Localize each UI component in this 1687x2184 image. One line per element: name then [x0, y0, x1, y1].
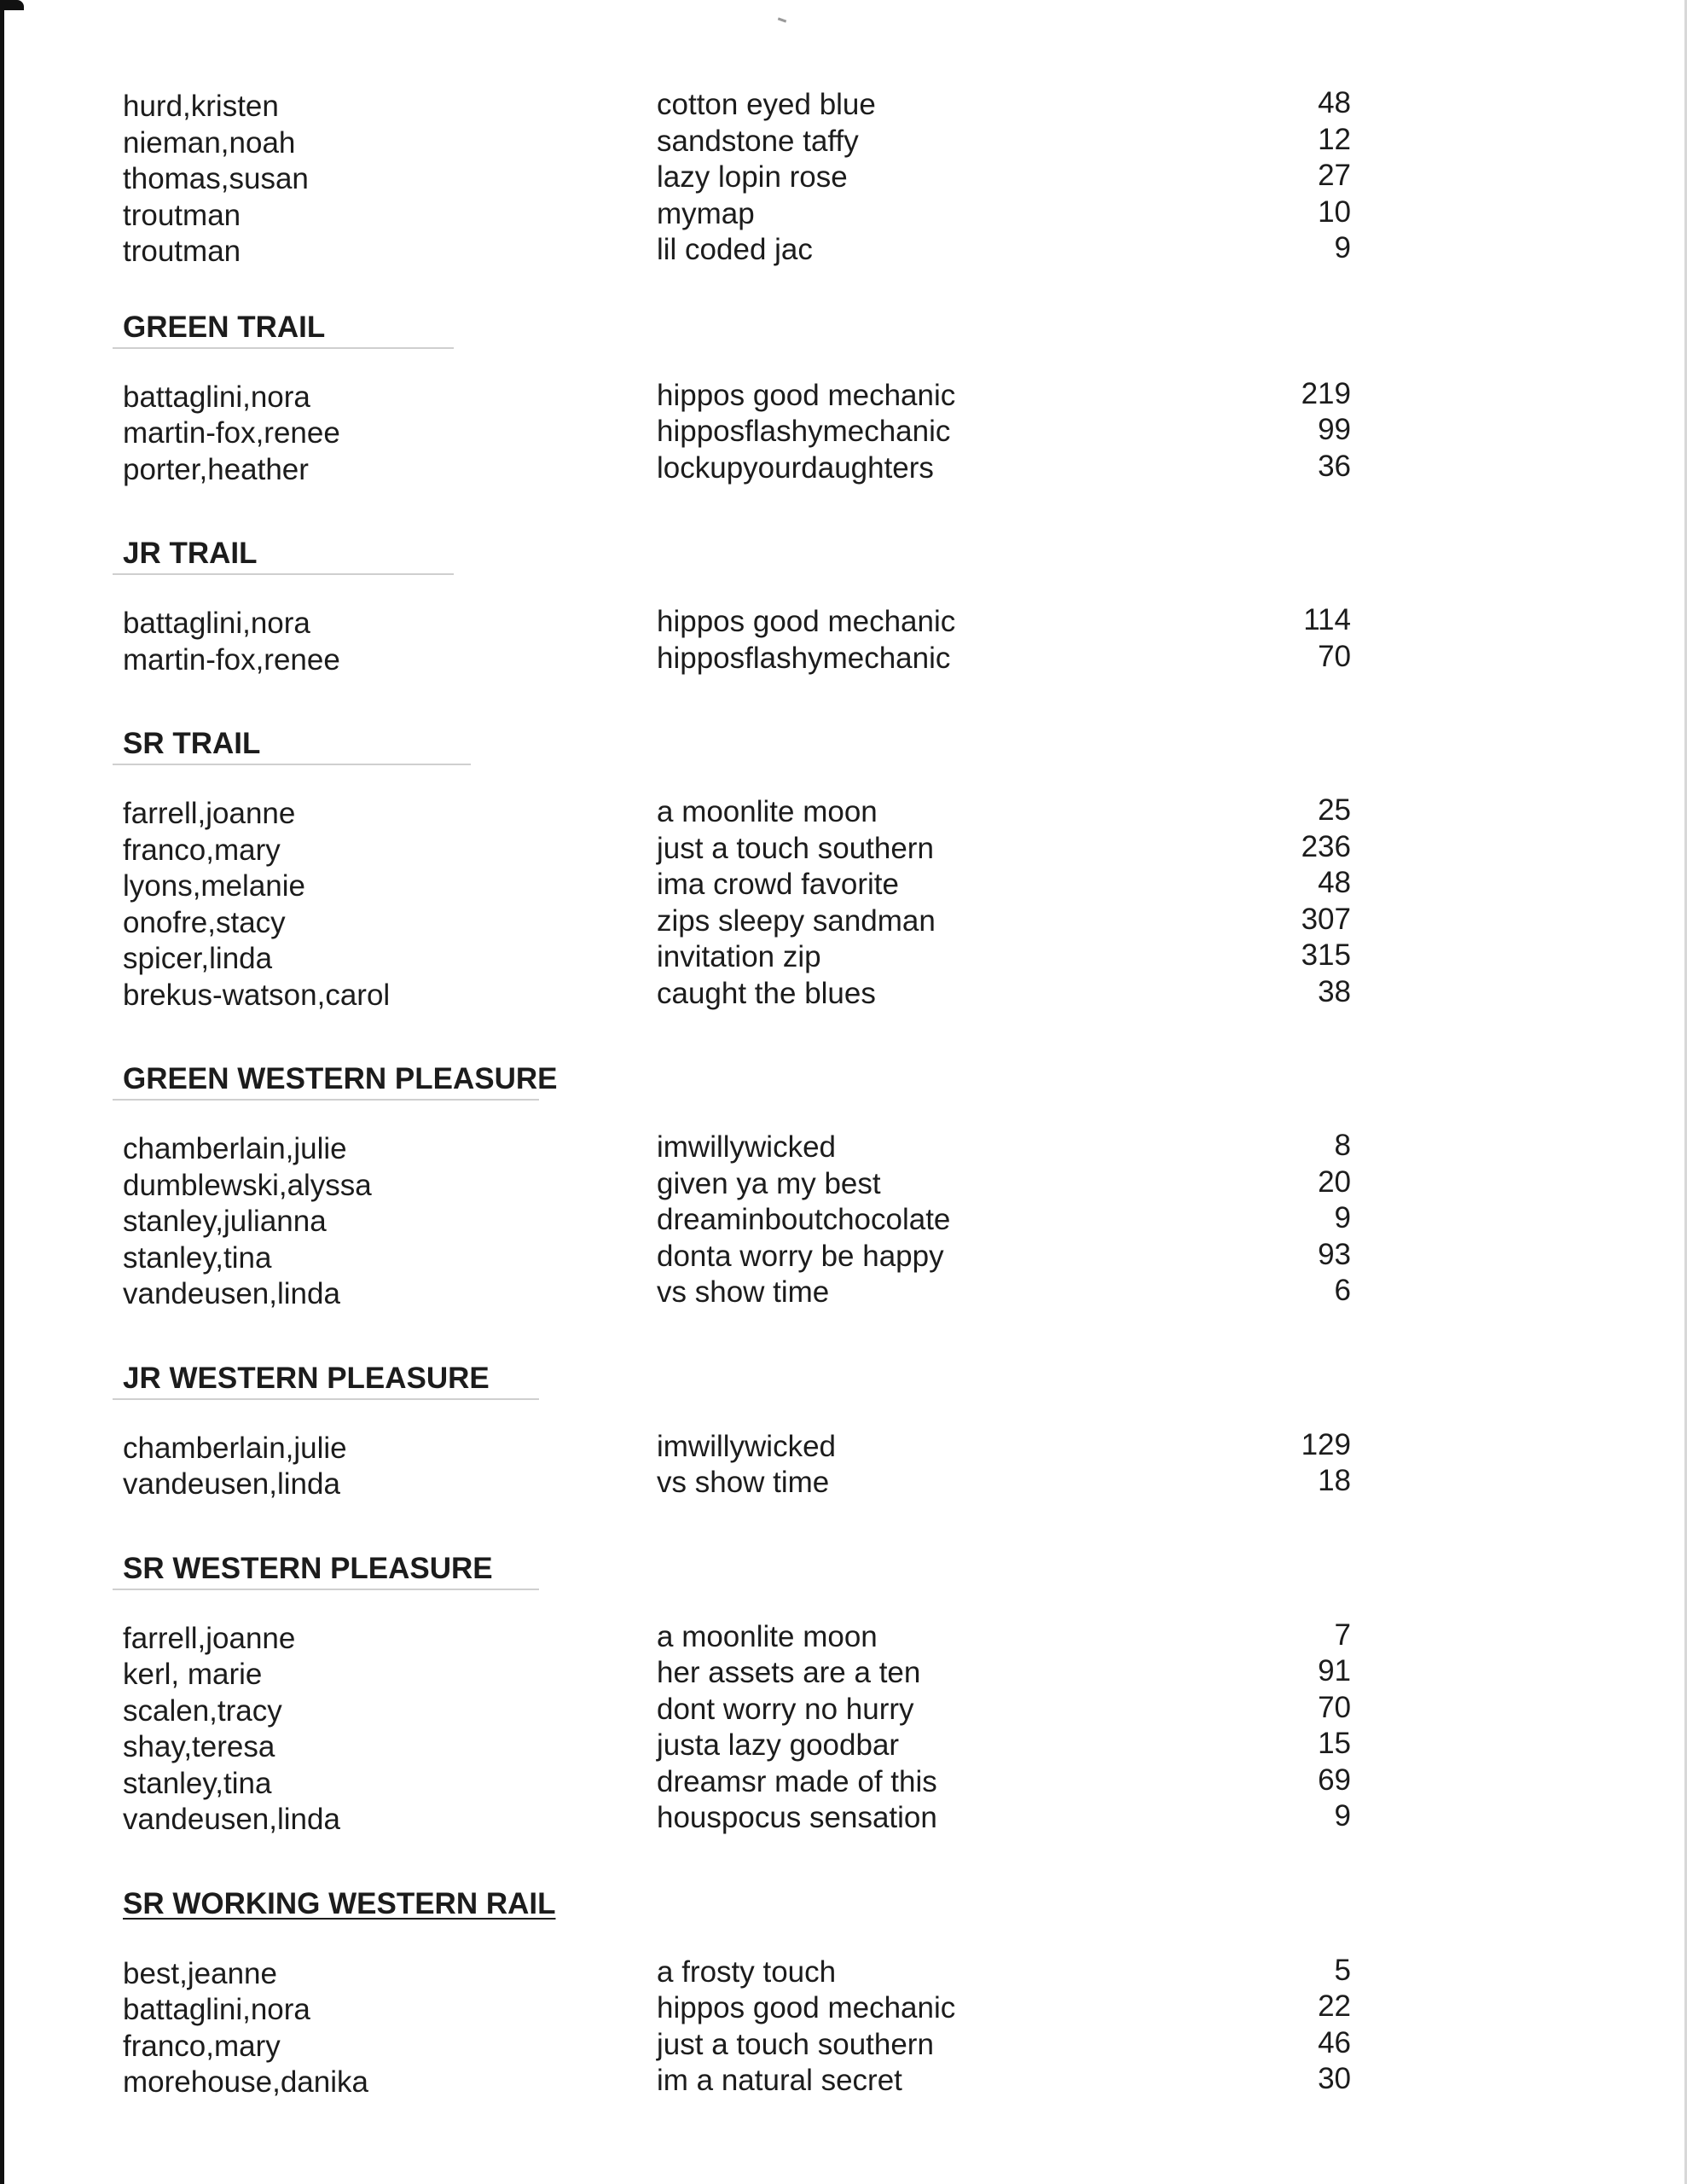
horse-name: lockupyourdaughters [657, 450, 934, 485]
entry-number: 315 [1301, 938, 1351, 972]
results-section [123, 1551, 1351, 1838]
horse-name: invitation zip [657, 940, 821, 973]
scan-edge-left [0, 0, 4, 2184]
rider-name: porter,heather [123, 452, 309, 486]
entry-number: 25 [1318, 793, 1351, 827]
entry-row [123, 1729, 1351, 1766]
entry-row [123, 1276, 1351, 1313]
section-title [123, 310, 1351, 346]
entry-row [123, 122, 1351, 162]
section-title-text: SR WESTERN PLEASURE [123, 1551, 493, 1585]
horse-name: hippos good mechanic [657, 1991, 956, 2024]
rider-name: battaglini,nora [123, 1993, 310, 2026]
entry-number: 93 [1318, 1237, 1351, 1271]
horse-name: just a touch southern [657, 2027, 934, 2061]
entry-number: 10 [1318, 195, 1351, 229]
horse-name: just a touch southern [657, 831, 934, 865]
section-rule [113, 1099, 539, 1101]
entry-number: 8 [1334, 1129, 1351, 1162]
rider-name: shay,teresa [123, 1730, 275, 1763]
section-title [123, 1361, 1351, 1397]
horse-name: a moonlite moon [657, 795, 878, 828]
section-title [123, 1886, 1351, 1922]
entry-number: 6 [1334, 1274, 1351, 1307]
section-title-text: SR WORKING WESTERN RAIL [123, 1886, 556, 1920]
entry-row [123, 938, 1351, 978]
entry-number: 91 [1318, 1654, 1351, 1687]
section-title [123, 726, 1351, 762]
entry-row [123, 868, 1351, 905]
entry-number: 236 [1301, 829, 1351, 863]
entry-row [123, 376, 1351, 416]
horse-name: zips sleepy sandman [657, 903, 936, 938]
entry-row [123, 2062, 1351, 2101]
horse-name: dreamsr made of this [657, 1764, 937, 1798]
horse-name: hippos good mechanic [657, 378, 956, 412]
section-rule [113, 1398, 539, 1400]
rider-name: thomas,susan [123, 162, 309, 195]
results-sheet [123, 86, 1351, 2149]
rider-name: battaglini,nora [123, 380, 310, 414]
entry-row [123, 1464, 1351, 1503]
horse-name: imwillywicked [657, 1130, 837, 1164]
entry-number: 30 [1318, 2062, 1351, 2095]
entry-number: 48 [1318, 86, 1351, 119]
rider-name: brekus-watson,carol [123, 978, 391, 1012]
entry-row [123, 1654, 1351, 1693]
entry-row [123, 793, 1351, 833]
entry-number: 22 [1318, 1989, 1351, 2023]
entry-number: 219 [1301, 376, 1351, 410]
results-section [123, 1061, 1351, 1313]
rider-name: chamberlain,julie [123, 1132, 347, 1165]
entry-number: 70 [1318, 639, 1351, 673]
rider-name: onofre,stacy [123, 905, 286, 939]
section-title-text: SR TRAIL [123, 727, 261, 760]
entry-row [123, 1763, 1351, 1803]
rider-name: troutman [123, 198, 241, 232]
rider-name: stanley,tina [123, 1766, 272, 1800]
rider-name: stanley,julianna [123, 1205, 327, 1238]
horse-name: a frosty touch [657, 1955, 837, 1989]
entry-row [123, 1427, 1351, 1467]
horse-name: hipposflashymechanic [657, 641, 951, 675]
entry-number: 99 [1318, 413, 1351, 446]
entry-number: 69 [1318, 1763, 1351, 1797]
section-title-text: GREEN WESTERN PLEASURE [123, 1062, 558, 1095]
results-section [123, 726, 1351, 1014]
section-rule [113, 573, 454, 575]
entry-row [123, 415, 1351, 452]
section-rule [113, 347, 454, 349]
entry-number: 9 [1334, 231, 1351, 264]
horse-name: vs show time [657, 1275, 830, 1309]
rider-name: nieman,noah [123, 125, 296, 160]
section-title [123, 1061, 1351, 1097]
entry-row [123, 161, 1351, 198]
entry-number: 46 [1318, 2025, 1351, 2059]
section-title [123, 536, 1351, 572]
rider-name: vandeusen,linda [123, 1803, 340, 1836]
rider-name: farrell,joanne [123, 797, 296, 830]
entry-number: 20 [1318, 1165, 1351, 1199]
horse-name: her assets are a ten [657, 1656, 921, 1689]
entry-number: 12 [1318, 122, 1351, 156]
section-rule [113, 764, 471, 765]
results-section [123, 86, 1351, 270]
horse-name: mymap [657, 196, 755, 230]
rider-name: franco,mary [123, 2029, 281, 2063]
results-section [123, 310, 1351, 489]
entry-number: 27 [1318, 159, 1351, 192]
horse-name: justa lazy goodbar [657, 1728, 900, 1762]
entry-row [123, 603, 1351, 642]
entry-row [123, 1989, 1351, 2029]
rider-name: farrell,joanne [123, 1621, 296, 1655]
section-title-text: JR WESTERN PLEASURE [123, 1361, 490, 1395]
horse-name: imwillywicked [657, 1429, 837, 1463]
horse-name: im a natural secret [657, 2064, 902, 2097]
entry-number: 9 [1334, 1799, 1351, 1833]
entry-number: 129 [1301, 1427, 1351, 1461]
entry-row [123, 1131, 1351, 1168]
rider-name: troutman [123, 235, 241, 268]
entry-row [123, 974, 1351, 1014]
horse-name: houspocus sensation [657, 1801, 937, 1834]
entry-number: 70 [1318, 1690, 1351, 1724]
entry-row [123, 1799, 1351, 1838]
horse-name: caught the blues [657, 976, 876, 1010]
rider-name: martin-fox,renee [123, 642, 340, 677]
entry-row [123, 1165, 1351, 1205]
horse-name: sandstone taffy [657, 124, 859, 158]
entry-number: 7 [1334, 1618, 1351, 1652]
scan-speck [778, 17, 786, 22]
horse-name: given ya my best [657, 1166, 881, 1200]
rider-name: best,jeanne [123, 1956, 277, 1990]
entry-row [123, 231, 1351, 270]
horse-name: lil coded jac [657, 233, 813, 266]
entry-number: 307 [1301, 902, 1351, 936]
rider-name: dumblewski,alyssa [123, 1168, 372, 1202]
entry-row [123, 1237, 1351, 1277]
section-title-text: GREEN TRAIL [123, 310, 326, 344]
entry-row [123, 449, 1351, 489]
entry-number: 114 [1303, 603, 1351, 636]
rider-name: chamberlain,julie [123, 1431, 347, 1465]
rider-name: martin-fox,renee [123, 416, 340, 450]
section-rule [113, 1589, 539, 1590]
rider-name: stanley,tina [123, 1240, 272, 1275]
entry-number: 36 [1318, 449, 1351, 483]
entry-row [123, 86, 1351, 125]
entry-row [123, 1690, 1351, 1730]
rider-name: spicer,linda [123, 942, 273, 975]
rider-name: vandeusen,linda [123, 1277, 340, 1310]
horse-name: cotton eyed blue [657, 88, 876, 121]
horse-name: a moonlite moon [657, 1619, 878, 1653]
section-title [123, 1551, 1351, 1587]
entry-number: 9 [1334, 1201, 1351, 1234]
entry-row [123, 1953, 1351, 1993]
entry-number: 18 [1318, 1464, 1351, 1497]
entry-number: 15 [1318, 1727, 1351, 1760]
horse-name: ima crowd favorite [657, 868, 899, 901]
entry-number: 38 [1318, 974, 1351, 1008]
entry-row [123, 639, 1351, 679]
horse-name: lazy lopin rose [657, 160, 848, 194]
results-section [123, 1886, 1351, 2101]
horse-name: hipposflashymechanic [657, 415, 951, 448]
rider-name: franco,mary [123, 833, 281, 867]
results-section [123, 1361, 1351, 1503]
results-section [123, 536, 1351, 678]
horse-name: hippos good mechanic [657, 605, 956, 638]
entry-row [123, 829, 1351, 869]
rider-name: morehouse,danika [123, 2065, 368, 2099]
horse-name: donta worry be happy [657, 1239, 944, 1273]
section-title-text: JR TRAIL [123, 537, 258, 570]
entry-row [123, 195, 1351, 235]
scan-edge-corner [0, 0, 24, 10]
rider-name: kerl, marie [123, 1658, 263, 1691]
rider-name: lyons,melanie [123, 869, 305, 903]
horse-name: dreaminboutchocolate [657, 1203, 951, 1236]
entry-number: 48 [1318, 866, 1351, 899]
entry-row [123, 1201, 1351, 1240]
rider-name: scalen,tracy [123, 1693, 282, 1728]
rider-name: battaglini,nora [123, 607, 310, 640]
horse-name: vs show time [657, 1466, 830, 1499]
entry-number: 5 [1334, 1953, 1351, 1987]
entry-row [123, 902, 1351, 942]
entry-row [123, 2025, 1351, 2065]
entry-row [123, 1618, 1351, 1658]
rider-name: hurd,kristen [123, 90, 279, 123]
horse-name: dont worry no hurry [657, 1692, 914, 1726]
rider-name: vandeusen,linda [123, 1467, 340, 1501]
